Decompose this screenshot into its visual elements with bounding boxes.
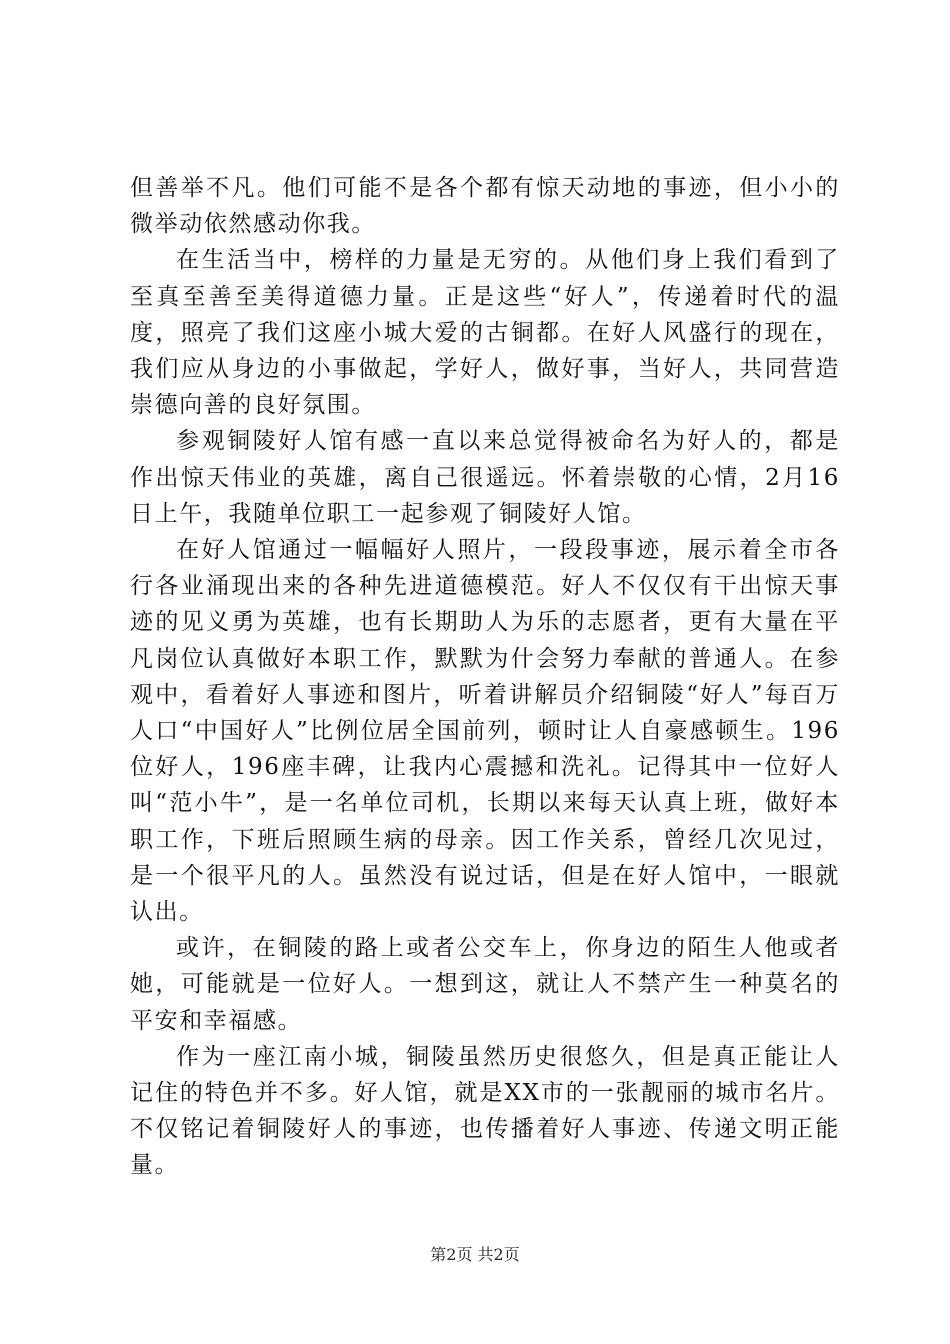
paragraph-visit-intro: 参观铜陵好人馆有感一直以来总觉得被命名为好人的，都是作出惊天伟业的英雄，离自己很遥远。怀着崇敬的心情，2月16日上午，我随单位职工一起参观了铜陵好人馆。 xyxy=(130,428,840,527)
page-number-footer: 第2页 共2页 xyxy=(430,1245,520,1264)
paragraph-strangers: 或许，在铜陵的路上或者公交车上，你身边的陌生人他或者她，可能就是一位好人。一想到这，就让人不禁产生一种莫名的平安和幸福感。 xyxy=(130,935,840,1034)
paragraph-role-models: 在生活当中，榜样的力量是无穷的。从他们身上我们看到了至真至善至美得道德力量。正是这些“好人”，传递着时代的温度，照亮了我们这座小城大爱的古铜都。在好人风盛行的现在，我们应从身边的小事做起，学好人，做好事，当好人，共同营造崇德向善的良好氛围。 xyxy=(130,247,840,419)
paragraph-exhibit: 在好人馆通过一幅幅好人照片，一段段事迹，展示着全市各行各业涌现出来的各种先进道德模范。好人不仅仅有干出惊天事迹的见义勇为英雄，也有长期助人为乐的志愿者，更有大量在平凡岗位认真做好本职工作，默默为什会努力奉献的普通人。在参观中，看着好人事迹和图片，听着讲解员介绍铜陵“好人”每百万人口“中国好人”比例位居全国前列，顿时让人自豪感顿生。196位好人，196座丰碑，让我内心震撼和洗礼。记得其中一位好人叫“范小牛”，是一名单位司机，长期以来每天认真上班，做好本职工作，下班后照顾生病的母亲。因工作关系，曾经几次见过，是一个很平凡的人。虽然没有说过话，但是在好人馆中，一眼就认出。 xyxy=(130,537,840,926)
paragraph-continued: 但善举不凡。他们可能不是各个都有惊天动地的事迹，但小小的微举动依然感动你我。 xyxy=(130,175,840,238)
paragraph-city-card: 作为一座江南小城，铜陵虽然历史很悠久，但是真正能让人记住的特色并不多。好人馆，就是XX市的一张靓丽的城市名片。不仅铭记着铜陵好人的事迹，也传播着好人事迹、传递文明正能量。 xyxy=(130,1043,840,1179)
document-body xyxy=(130,170,840,1184)
